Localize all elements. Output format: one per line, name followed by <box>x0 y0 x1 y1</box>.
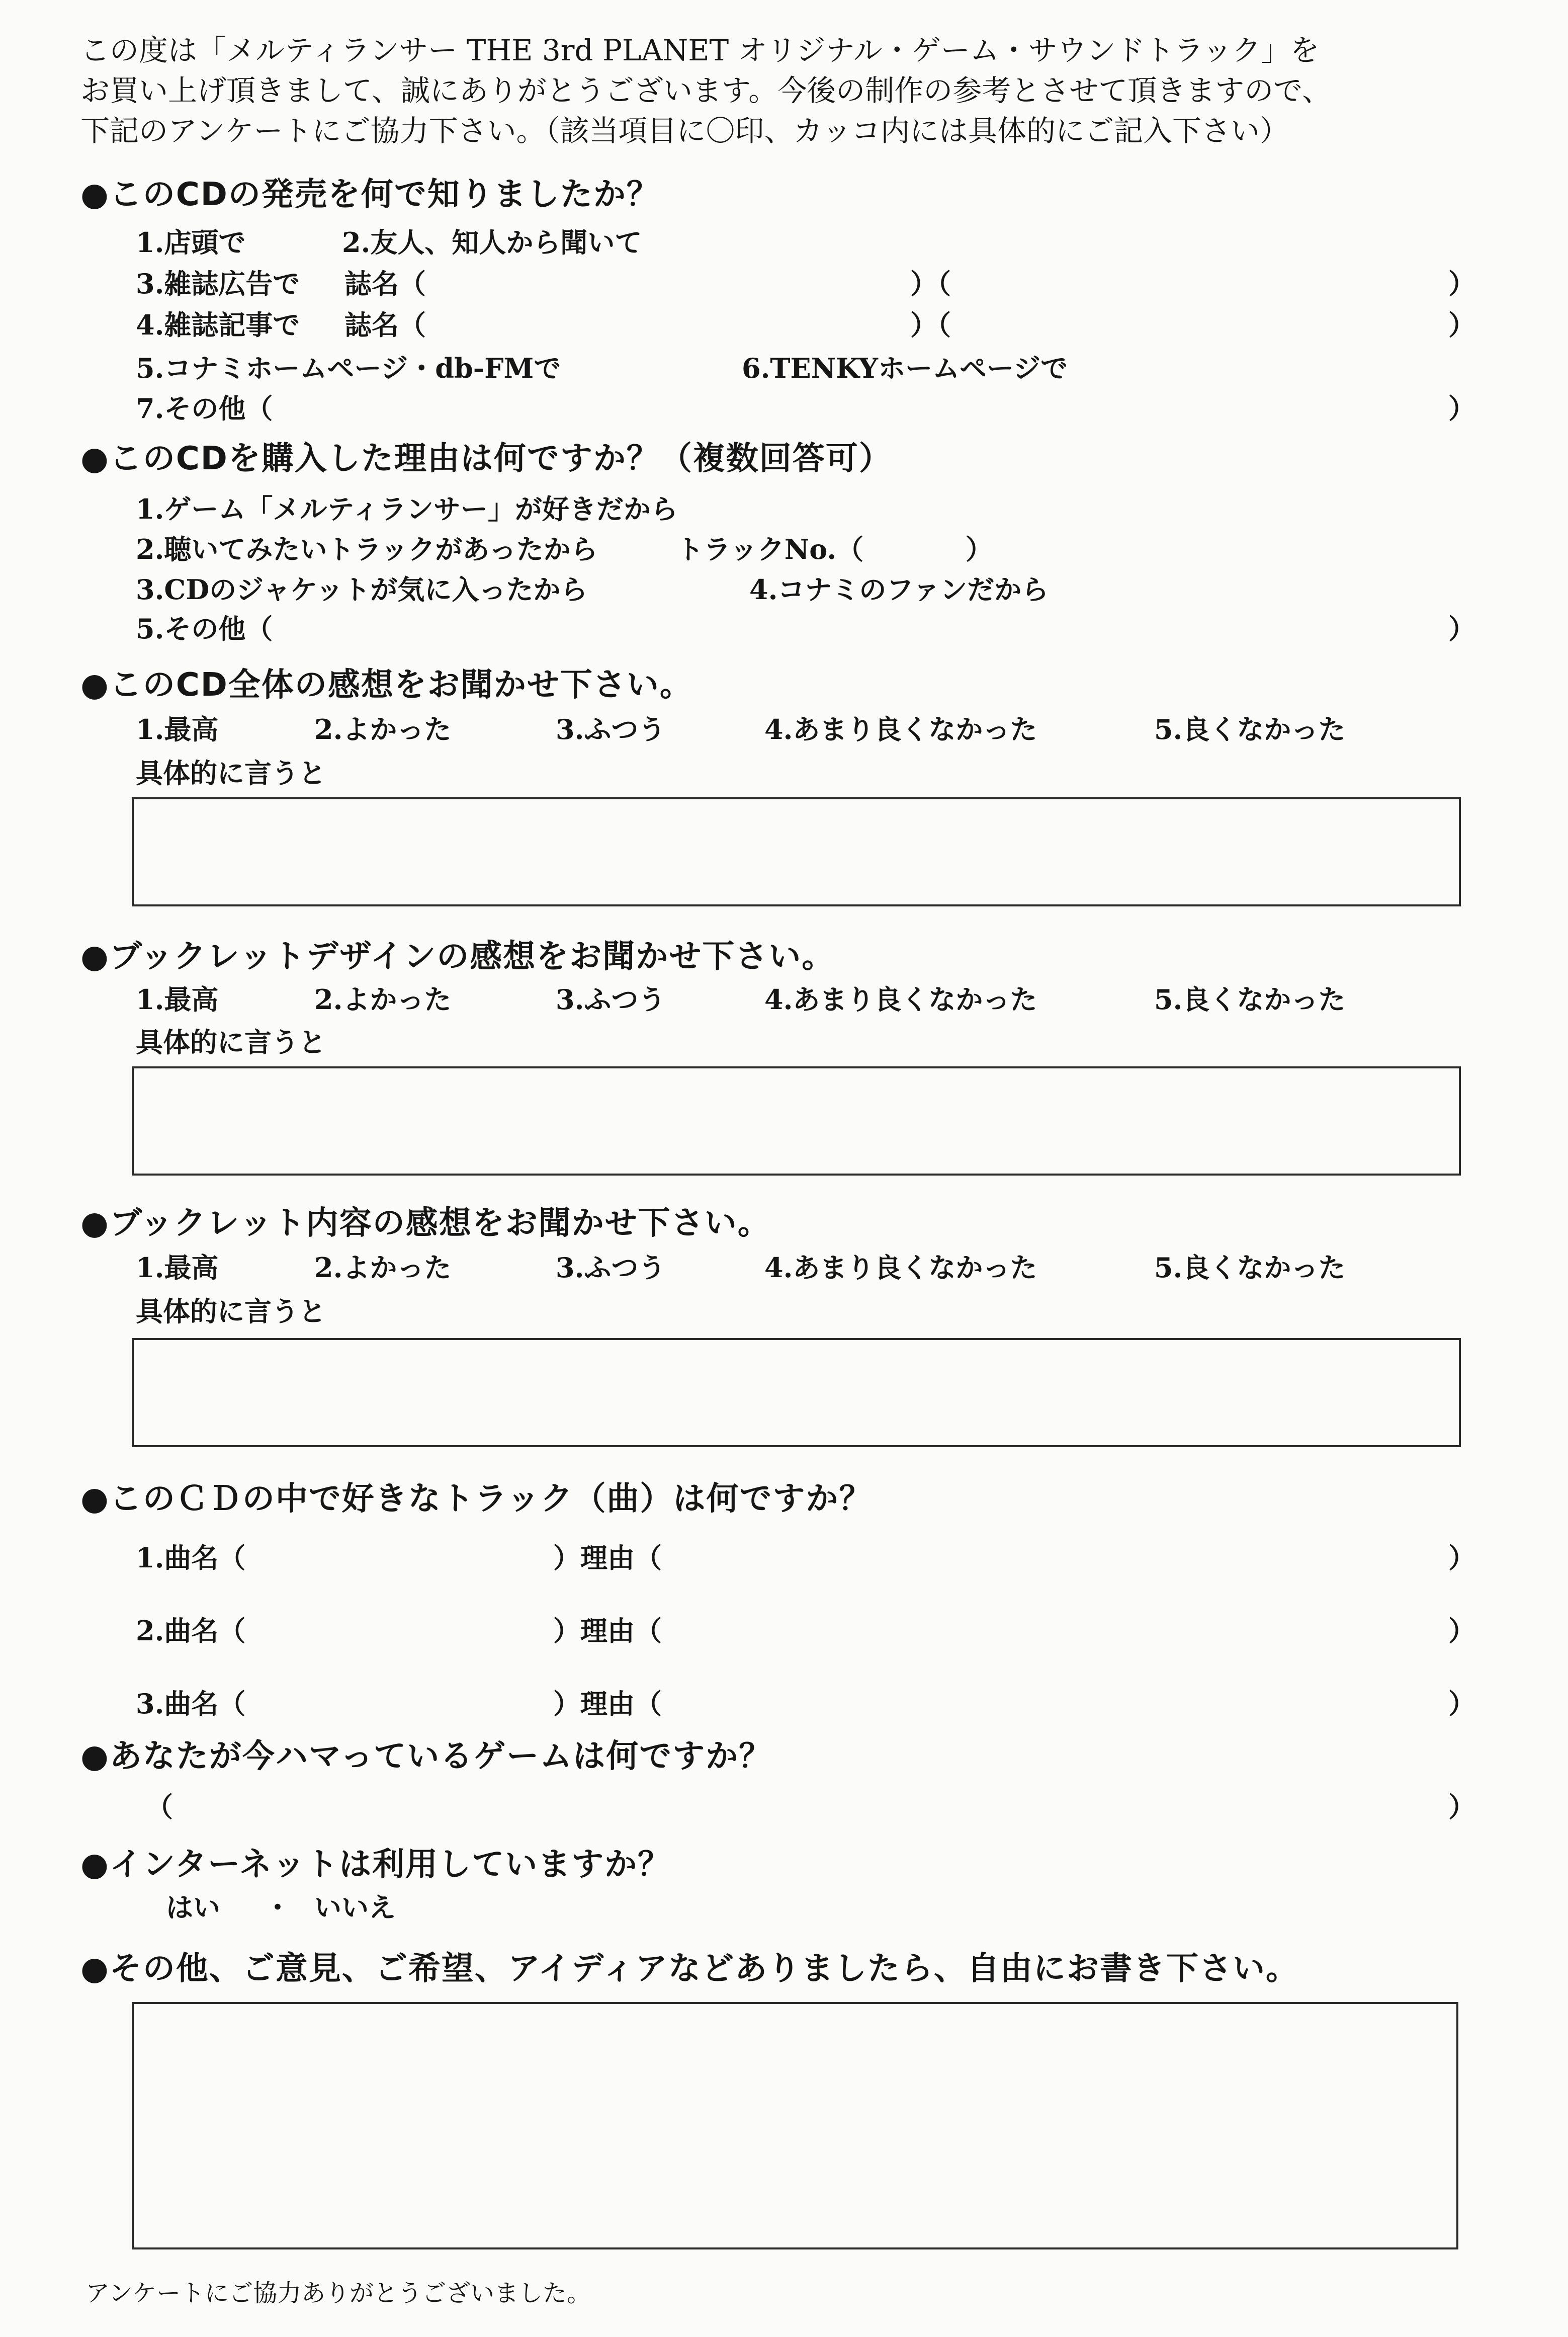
q1-paren-mid-2: ）（ <box>910 309 951 341</box>
intro-line-1: この度は「メルティランサー THE 3rd PLANET オリジナル・ゲーム・サウンドトラック」を <box>80 33 1320 67</box>
q7-paren-close: ） <box>1448 1791 1475 1823</box>
q4-title: ● ブックレットデザインの感想をお聞かせ下さい。 <box>80 931 835 977</box>
q5-rating-3[interactable]: 3.ふつう <box>556 1251 666 1284</box>
intro-line-3: 下記のアンケートにご協力下さい。（該当項目に〇印、カッコ内には具体的にご記入下さい） <box>80 114 1289 148</box>
q1-magazine-label-1: 誌名（ <box>344 268 426 300</box>
q6-reason-2-label: ）理由（ <box>553 1615 662 1647</box>
q5-rating-5[interactable]: 5.良くなかった <box>1154 1251 1346 1284</box>
q1-magazine-label-2: 誌名（ <box>344 309 426 341</box>
q6-song-3-label: 3.曲名（ <box>136 1688 246 1720</box>
q4-rating-5[interactable]: 5.良くなかった <box>1154 983 1346 1016</box>
q3-rating-5[interactable]: 5.良くなかった <box>1154 713 1346 745</box>
q1-option-3[interactable]: 3.雑誌広告で <box>136 268 300 300</box>
q1-paren-close-1: ） <box>1448 268 1475 300</box>
q7-title: ● あなたが今ハマっているゲームは何ですか？ <box>80 1730 772 1777</box>
q6-paren-close-3: ） <box>1448 1688 1475 1720</box>
q7-paren-open: （ <box>146 1791 173 1823</box>
q6-title: ● このＣＤの中で好きなトラック（曲）は何ですか？ <box>80 1473 873 1519</box>
q4-rating-1[interactable]: 1.最高 <box>136 983 219 1016</box>
q6-paren-close-2: ） <box>1448 1615 1475 1647</box>
q3-detail-label: 具体的に言うと <box>136 757 326 789</box>
q2-track-paren-close: ） <box>966 533 993 565</box>
q1-option-2[interactable]: 2.友人、知人から聞いて <box>342 226 642 259</box>
q1-paren-close-3: ） <box>1448 392 1475 425</box>
q1-paren-mid-1: ）（ <box>910 268 951 300</box>
q8-answer-no[interactable]: いいえ <box>314 1891 396 1924</box>
q5-rating-1[interactable]: 1.最高 <box>136 1251 219 1284</box>
q3-title: ● このCD全体の感想をお聞かせ下さい。 <box>80 659 693 705</box>
q2-option-2[interactable]: 2.聴いてみたいトラックがあったから <box>136 533 598 565</box>
q5-title: ● ブックレット内容の感想をお聞かせ下さい。 <box>80 1197 771 1243</box>
q2-option-1[interactable]: 1.ゲーム「メルティランサー」が好きだから <box>136 493 678 525</box>
q1-option-4[interactable]: 4.雑誌記事で <box>136 309 300 341</box>
q1-paren-close-2: ） <box>1448 309 1475 341</box>
q1-title: ● このCDの発売を何で知りましたか？ <box>80 169 660 215</box>
q5-detail-label: 具体的に言うと <box>136 1295 326 1327</box>
q1-option-7[interactable]: 7.その他（ <box>136 392 273 425</box>
q8-title: ● インターネットは利用していますか？ <box>80 1839 671 1885</box>
q4-rating-3[interactable]: 3.ふつう <box>556 983 666 1016</box>
q4-rating-4[interactable]: 4.あまり良くなかった <box>764 983 1037 1016</box>
q1-option-6[interactable]: 6.TENKYホームページで <box>742 352 1068 384</box>
q4-detail-label: 具体的に言うと <box>136 1026 326 1058</box>
q3-rating-2[interactable]: 2.よかった <box>314 713 452 745</box>
intro-line-2: お買い上げ頂きまして、誠にありがとうございます。今後の制作の参考とさせて頂きますので、 <box>80 73 1332 108</box>
q6-paren-close-1: ） <box>1448 1542 1475 1574</box>
q9-comment-box[interactable] <box>132 2002 1458 2249</box>
q9-title: ● その他、ご意見、ご希望、アイディアなどありましたら、自由にお書き下さい。 <box>80 1943 1299 1989</box>
q2-track-no-label: トラックNo.（ <box>676 533 864 565</box>
q2-option-5[interactable]: 5.その他（ <box>136 613 273 645</box>
q3-comment-box[interactable] <box>132 797 1461 906</box>
q6-song-1-label: 1.曲名（ <box>136 1542 246 1574</box>
q5-rating-4[interactable]: 4.あまり良くなかった <box>764 1251 1037 1284</box>
q3-rating-3[interactable]: 3.ふつう <box>556 713 666 745</box>
q2-paren-close: ） <box>1448 613 1475 645</box>
q8-answer-separator: ・ <box>264 1891 291 1924</box>
q3-rating-1[interactable]: 1.最高 <box>136 713 219 745</box>
q1-option-1[interactable]: 1.店頭で <box>136 226 246 259</box>
q2-option-4[interactable]: 4.コナミのファンだから <box>749 573 1049 606</box>
q1-option-5[interactable]: 5.コナミホームページ・db-FMで <box>136 352 561 384</box>
q3-rating-4[interactable]: 4.あまり良くなかった <box>764 713 1037 745</box>
q2-option-3[interactable]: 3.CDのジャケットが気に入ったから <box>136 573 588 606</box>
q8-answer-yes[interactable]: はい <box>166 1891 220 1924</box>
q4-rating-2[interactable]: 2.よかった <box>314 983 452 1016</box>
q6-reason-3-label: ）理由（ <box>553 1688 662 1720</box>
q6-reason-1-label: ）理由（ <box>553 1542 662 1574</box>
footer-thanks: アンケートにご協力ありがとうございました。 <box>85 2279 591 2307</box>
q2-title: ● このCDを購入した理由は何ですか？（複数回答可） <box>80 433 892 479</box>
q5-rating-2[interactable]: 2.よかった <box>314 1251 452 1284</box>
q4-comment-box[interactable] <box>132 1066 1461 1176</box>
q6-song-2-label: 2.曲名（ <box>136 1615 246 1647</box>
q5-comment-box[interactable] <box>132 1338 1461 1447</box>
